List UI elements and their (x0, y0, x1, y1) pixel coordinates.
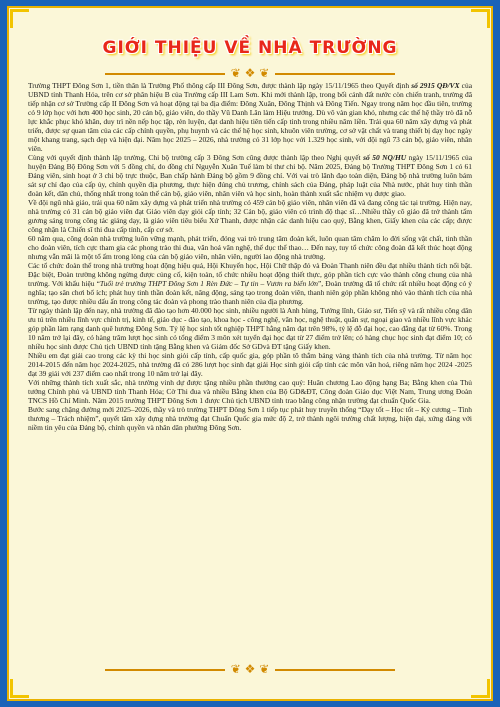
paragraph-future: Bước sang chặng đường mới 2025–2026, thầy và trò trường THPT Đông Sơn 1 tiếp tục phát huy truyền thống “Dạy tốt – Học tốt – Kỷ cương – Tình thương – Trách nhiệm”, quyết tâm xây dựng nhà trường đạt Chuẩn Quốc gia mức độ 2, trở thành ngôi trường chất lượng, hiện đại, xứng đáng với niềm tin yêu của Đảng bộ, chính quyền và nhân dân phường Đông Sơn. (28, 405, 472, 432)
divider-line (275, 73, 395, 75)
paragraph-party: Cùng với quyết định thành lập trường, Chi bộ trường cấp 3 Đông Sơn cũng được thành lập theo Nghị quyết số 50 NQ/HU ngày 15/11/1965 của huyện Đảng Bộ Đông Sơn với 5 đồng chí, do đồng chí Nguyễn Xuân Tuế làm bí thư chi bộ. Năm 2025, Đảng bộ Trường THPT Đông Sơn 1 có 61 Đảng viên, sinh hoạt ở 3 chi bộ trực thuộc, Ban chấp hành Đảng bộ gồm 9 đồng chí. Với vai trò lãnh đạo toàn diện, Đảng bộ nhà trường luôn bám sát sự chỉ đạo của cấp ủy, chính quyền địa phương, thực hiện đúng chủ trương, chính sách của Đảng, pháp luật của Nhà nước, phát huy tinh thần đoàn kết, dân chủ, thống nhất trong toàn thể cán bộ, giáo viên, nhân viên và học sinh, hoàn thành xuất sắc nhiệm vụ được giao. (28, 153, 472, 198)
paragraph-awards-students: Nhiều em đạt giải cao trong các kỳ thi học sinh giỏi cấp tỉnh, cấp quốc gia, góp phần tô thắm bảng vàng thành tích của nhà trường. Từ năm học 2014-2015 đến năm học 2024-2025, nhà trường đã có 286 lượt học sinh đạt giải Học sinh giỏi cấp tỉnh các môn văn hoá, riêng năm học 2024 -2025 đạt 39 giải với 237 điểm cao nhất trong 10 năm trở lại đây. (28, 351, 472, 378)
title-container (0, 38, 500, 58)
corner-ornament (10, 9, 29, 28)
divider-line (105, 669, 225, 671)
corner-ornament (10, 679, 29, 698)
page-title: GIỚI THIỆU VỀ NHÀ TRƯỜNG (102, 38, 398, 58)
decision-number: số 2915 QĐ/VX (411, 81, 460, 90)
article-body (28, 81, 472, 657)
paragraph-organizations: Các tổ chức đoàn thể trong nhà trường hoạt động hiệu quả, Hội Khuyến học, Hội Chữ thập đỏ và Đoàn Thanh niên đều đạt nhiều thành tích nổi bật. Đặc biệt, Đoàn trường không ngừng được củng cố, kiện toàn, tổ chức nhiều hoạt động thiết thực, góp phần tích cực vào thành công chung của nhà trường. Với khẩu hiệu “Tuổi trẻ trường THPT Đông Sơn 1 Rèn Đức – Tự tin – Vươn ra biển lớn”, Đoàn trường đã tổ chức rất nhiều hoạt động có ý nghĩa; tạo sân chơi bổ ích; phát huy tinh thần đoàn kết, năng động, sáng tạo trong đoàn viên, thanh niên góp phần không nhỏ vào thành tích của nhà trường, tạo được nhiều dấu ấn trong công tác đoàn và phong trào thanh niên của địa phương. (28, 261, 472, 306)
paragraph-union: 60 năm qua, công đoàn nhà trường luôn vững mạnh, phát triển, đóng vai trò trung tâm đoàn kết, luôn quan tâm chăm lo đời sống vật chất, tinh thần cho đoàn viên, tích cực tham gia các phong trào thi đua, văn hoá văn nghệ, thể dục thể thao… Đến nay, tuy tổ chức công đoàn đã kết thúc hoạt động nhưng vẫn mãi là một tổ ấm trong lòng của cán bộ giáo viên, nhân viên, người lao động nhà trường. (28, 234, 472, 261)
resolution-number: số 50 NQ/HU (363, 153, 407, 162)
divider-line (105, 73, 225, 75)
paragraph-honors: Với những thành tích xuất sắc, nhà trường vinh dự được tặng nhiều phần thưởng cao quý: Huân chương Lao động hạng Ba; Bằng khen của Thủ tướng Chính phủ và UBND tỉnh Thanh Hóa; Cờ Thi đua và nhiều Bằng khen của Bộ GD&ĐT, Công đoàn Giáo dục Việt Nam, Trung ương Đoàn TNCS Hồ Chí Minh. Năm 2015 trường THPT Đông Sơn 1 được Chủ tịch UBND tỉnh trao bằng công nhận trường đạt chuẩn Quốc Gia. (28, 378, 472, 405)
divider-line (275, 669, 395, 671)
youth-slogan: Tuổi trẻ trường THPT Đông Sơn 1 Rèn Đức – Tự tin – Vươn ra biển lớn (99, 279, 318, 288)
flourish-icon: ❦ ❖ ❦ (230, 662, 270, 676)
divider-ornament-bottom (0, 662, 500, 676)
paragraph-history: Trường THPT Đông Sơn 1, tiền thân là Trường Phổ thông cấp III Đông Sơn, được thành lập ngày 15/11/1965 theo Quyết định số 2915 QĐ/VX của UBND tỉnh Thanh Hóa, trên cơ sở phân hiệu B của Trường cấp III Lam Sơn. Khi mới thành lập, trong bối cảnh đất nước còn chiến tranh, trường đã tiếp nhận cơ sở Trường cấp II Đông Sơn và hoạt động tại ba địa điểm: Đông Xuân, Đông Thịnh và Đông Tiến. Ngay trong năm học đầu tiên, trường có 9 lớp học với hơn 400 học sinh, 20 cán bộ, giáo viên, do thầy Vũ Danh Lân làm Hiệu trưởng. Dù vô vàn gian khó, nhưng các thế hệ thầy trò đã nỗ lực khắc phục khó khăn, duy trì nền nếp học tập, rèn luyện, đạt danh hiệu tiên tiến cấp tỉnh trong nhiều năm liền. Trải qua 60 năm xây dựng và phát triển, được sự quan tâm của các cấp chính quyền, phụ huynh và các thế hệ học sinh, khuôn viên trường, cơ sở vật chất và trang thiết bị dạy học ngày một khang trang, sạch đẹp và hiện đại. Năm học 2025 – 2026, nhà trường có 31 lớp học với 1.329 học sinh, với đội ngũ 73 cán bộ, giáo viên, nhân viên. (28, 81, 472, 153)
corner-ornament (471, 679, 490, 698)
paragraph-students: Từ ngày thành lập đến nay, nhà trường đã đào tạo hơn 40.000 học sinh, nhiều người là Anh hùng, Tướng lĩnh, Giáo sư, Tiến sỹ và rất nhiều công dân ưu tú trên nhiều lĩnh vực chính trị, kinh tế, giáo dục - đào tạo, khoa học - công nghệ, văn học, nghệ thuật, quân sự, ngoại giao và nhiều lĩnh vực khác góp phần làm rạng danh quê hương Đông Sơn. Tỷ lệ học sinh tốt nghiệp THPT hằng năm đạt trên 98%, tỷ lệ đỗ đại học, cao đẳng đạt từ 60%. Trong 10 năm trở lại đây, có hàng trăm lượt học sinh có tổng điểm 3 môn xét tuyển đại học đạt từ 27 điểm trở lên; có hàng chục học sinh đạt điểm 10; có nhiều học sinh được Chủ tịch UBND tỉnh tặng Bằng khen và Giám đốc Sở GDvà ĐT tặng Giấy khen. (28, 306, 472, 351)
divider-ornament-top (0, 66, 500, 80)
paragraph-teachers: Về đội ngũ nhà giáo, trải qua 60 năm xây dựng và phát triển nhà trường có 459 cán bộ giáo viên, nhân viên đã và đang công tác tại trường. Hiện nay, nhà trường có 31 cán bộ giáo viên đạt Giáo viên dạy giỏi cấp tỉnh; 32 Cán bộ, giáo viên có trình độ thạc sĩ…Nhiều thầy cô giáo đã trở thành tấm gương sáng trong công tác giảng dạy, là giáo viên tiêu biểu Xứ Thanh, được nhận các danh hiệu cao quý, Bằng khen, Giấy khen của các cấp; được công nhận là Chiến sĩ thi đua cấp tỉnh, cấp cơ sở. (28, 198, 472, 234)
corner-ornament (471, 9, 490, 28)
flourish-icon: ❦ ❖ ❦ (230, 66, 270, 80)
